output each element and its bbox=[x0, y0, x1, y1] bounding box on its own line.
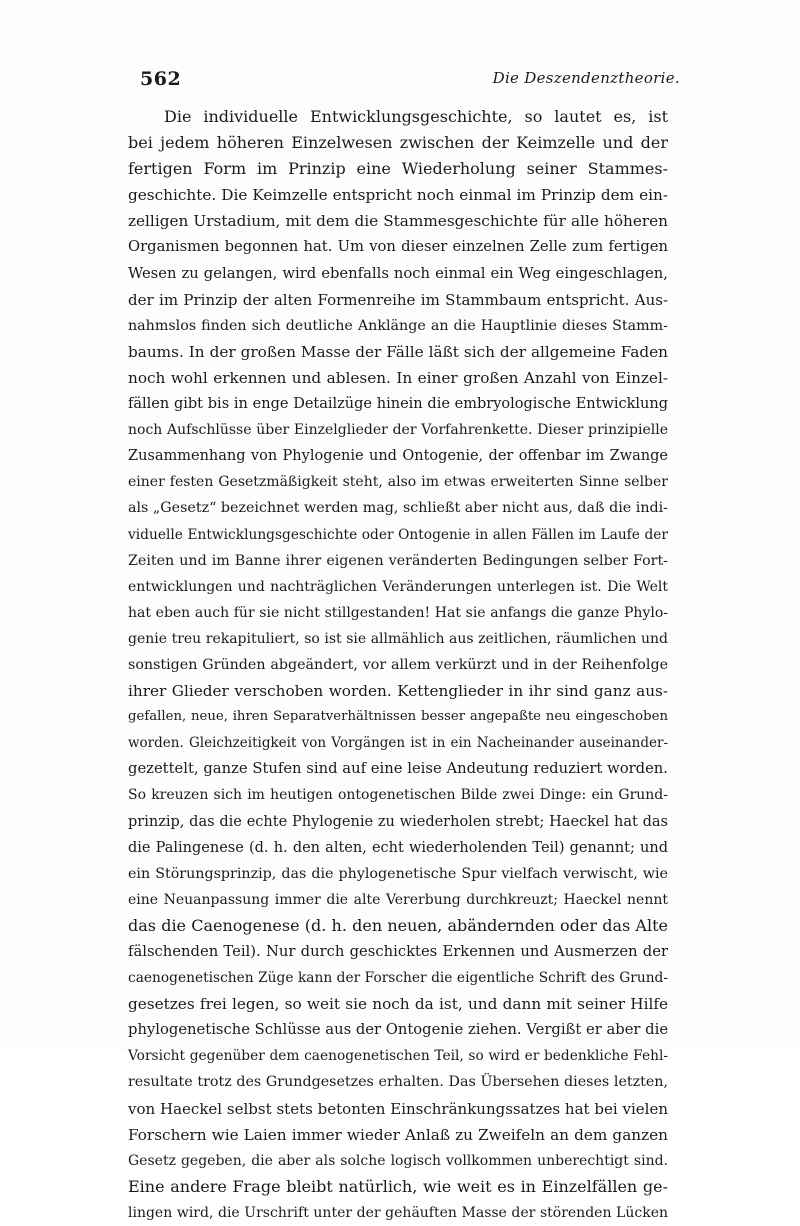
text-line: nahmslos finden sich deutliche Anklänge an die Hauptlinie dieses Stamm- bbox=[128, 317, 668, 334]
text-line: worden. Gleichzeitigkeit von Vorgängen ist in ein Nacheinander auseinander- bbox=[128, 735, 668, 752]
text-line: viduelle Entwicklungsgeschichte oder Ontogenie in allen Fällen im Laufe der bbox=[128, 526, 668, 543]
text-line: fälschenden Teil). Nur durch geschicktes Erkennen und Ausmerzen der bbox=[128, 943, 668, 960]
text-line: phylogenetische Schlüsse aus der Ontogenie ziehen. Vergißt er aber die bbox=[128, 1021, 669, 1039]
text-line: Wesen zu gelangen, wird ebenfalls noch einmal ein Weg eingeschlagen, bbox=[128, 264, 668, 282]
page-header bbox=[140, 68, 680, 98]
text-line: genie treu rekapituliert, so ist sie allmählich aus zeitlichen, räumlichen und bbox=[128, 630, 668, 647]
text-line: der im Prinzip der alten Formenreihe im Stammbaum entspricht. Aus- bbox=[128, 290, 668, 309]
text-line: baums. In der großen Masse der Fälle läßt sich der allgemeine Faden bbox=[128, 342, 668, 361]
text-line: So kreuzen sich im heutigen ontogenetischen Bilde zwei Dinge: ein Grund- bbox=[128, 787, 668, 804]
text-line: zelligen Urstadium, mit dem die Stammesgeschichte für alle höheren bbox=[128, 212, 668, 231]
text-line: Forschern wie Laien immer wieder Anlaß zu Zweifeln an dem ganzen bbox=[128, 1125, 668, 1144]
text-line: prinzip, das die echte Phylogenie zu wiederholen strebt; Haeckel hat das bbox=[128, 813, 668, 830]
text-line: als „Gesetz“ bezeichnet werden mag, schließt aber nicht aus, daß die indi- bbox=[128, 500, 668, 517]
text-line: gesetzes frei legen, so weit sie noch da ist, und dann mit seiner Hilfe bbox=[128, 995, 668, 1014]
text-line: Eine andere Frage bleibt natürlich, wie weit es in Einzelfällen ge- bbox=[128, 1176, 668, 1196]
text-line: bei jedem höheren Einzelwesen zwischen der Keimzelle und der bbox=[128, 133, 668, 153]
text-line: von Haeckel selbst stets betonten Einschränkungssatzes hat bei vielen bbox=[128, 1099, 668, 1118]
text-line: gezettelt, ganze Stufen sind auf eine leise Andeutung reduziert worden. bbox=[128, 760, 668, 778]
text-line: lingen wird, die Urschrift unter der gehäuften Masse der störenden Lücken bbox=[128, 1204, 668, 1221]
text-line: noch wohl erkennen und ablesen. In einer großen Anzahl von Einzel- bbox=[128, 368, 668, 387]
text-line: Zusammenhang von Phylogenie und Ontogenie, der offenbar im Zwange bbox=[128, 448, 668, 465]
text-line: entwicklungen und nachträglichen Veränderungen unterlegen ist. Die Welt bbox=[128, 578, 668, 595]
text-line: caenogenetischen Züge kann der Forscher die eigentliche Schrift des Grund- bbox=[128, 970, 668, 987]
text-line: das die Caenogenese (d. h. den neuen, abändernden oder das Alte bbox=[128, 915, 668, 935]
text-line: einer festen Gesetzmäßigkeit steht, also im etwas erweiterten Sinne selber bbox=[128, 474, 668, 491]
running-head: Die Deszendenztheorie. bbox=[492, 69, 680, 87]
page-number: 562 bbox=[140, 68, 182, 90]
body-text bbox=[128, 104, 668, 1226]
text-line: ihrer Glieder verschoben worden. Kettenglieder in ihr sind ganz aus- bbox=[128, 682, 668, 701]
text-line: Gesetz gegeben, die aber als solche logisch vollkommen unberechtigt sind. bbox=[128, 1152, 668, 1169]
text-line: hat eben auch für sie nicht stillgestanden! Hat sie anfangs die ganze Phylo- bbox=[128, 604, 668, 621]
text-line: die Palingenese (d. h. den alten, echt wiederholenden Teil) genannt; und bbox=[128, 839, 668, 856]
text-line: ein Störungsprinzip, das die phylogenetische Spur vielfach verwischt, wie bbox=[128, 865, 668, 882]
text-line: eine Neuanpassung immer die alte Vererbung durchkreuzt; Haeckel nennt bbox=[128, 891, 668, 908]
text-line: Zeiten und im Banne ihrer eigenen veränderten Bedingungen selber Fort- bbox=[128, 552, 668, 569]
text-line: noch Aufschlüsse über Einzelglieder der Vorfahrenkette. Dieser prinzipielle bbox=[128, 422, 668, 439]
text-line: geschichte. Die Keimzelle entspricht noch einmal im Prinzip dem ein- bbox=[128, 186, 668, 205]
text-line: Organismen begonnen hat. Um von dieser einzelnen Zelle zum fertigen bbox=[128, 238, 668, 256]
text-line: Vorsicht gegenüber dem caenogenetischen Teil, so wird er bedenkliche Fehl- bbox=[128, 1048, 668, 1065]
text-line: fertigen Form im Prinzip eine Wiederholung seiner Stammes- bbox=[128, 159, 668, 179]
text-line: fällen gibt bis in enge Detailzüge hinein die embryologische Entwicklung bbox=[128, 396, 668, 413]
text-line: sonstigen Gründen abgeändert, vor allem verkürzt und in der Reihenfolge bbox=[128, 656, 668, 673]
text-line: gefallen, neue, ihren Separatverhältnissen besser angepaßte neu eingeschoben bbox=[128, 709, 668, 725]
text-line: Die individuelle Entwicklungsgeschichte, so lautet es, ist bbox=[164, 107, 668, 126]
text-line: resultate trotz des Grundgesetzes erhalten. Das Übersehen dieses letzten, bbox=[128, 1074, 668, 1091]
